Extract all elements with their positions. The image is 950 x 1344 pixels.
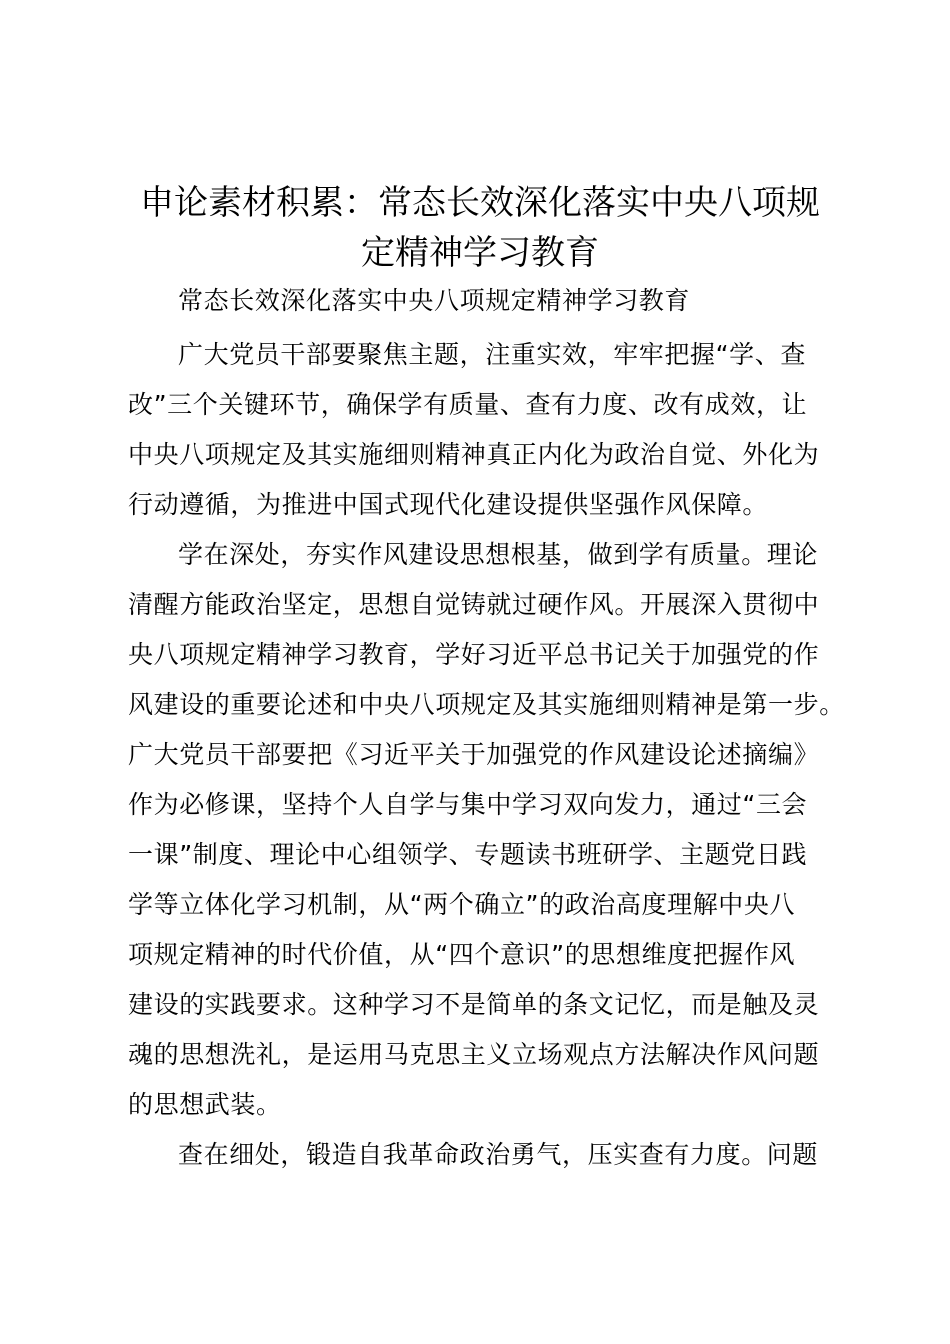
paragraph-1-line-2: 改”三个关键环节，确保学有质量、查有力度、改有成效，让: [128, 390, 808, 419]
paragraph-1-line-1: 广大党员干部要聚焦主题，注重实效，牢牢把握“学、查: [178, 340, 806, 369]
document-title: [110, 178, 850, 278]
paragraph-2-line-8: 学等立体化学习机制，从“两个确立”的政治高度理解中央八: [128, 890, 796, 919]
paragraph-2-line-2: 清醒方能政治坚定，思想自觉铸就过硬作风。开展深入贯彻中: [128, 590, 820, 619]
paragraph-2-line-1: 学在深处，夯实作风建设思想根基，做到学有质量。理论: [178, 540, 819, 569]
paragraph-2-line-6: 作为必修课，坚持个人自学与集中学习双向发力，通过“三会: [128, 790, 808, 819]
paragraph-2-line-11: 魂的思想洗礼，是运用马克思主义立场观点方法解决作风问题: [128, 1040, 820, 1069]
paragraph-1-line-3: 中央八项规定及其实施细则精神真正内化为政治自觉、外化为: [128, 440, 820, 469]
document-subtitle: 常态长效深化落实中央八项规定精神学习教育: [178, 286, 691, 315]
paragraph-2-line-12: 的思想武装。: [128, 1090, 282, 1119]
paragraph-3-line-1: 查在细处，锻造自我革命政治勇气，压实查有力度。问题: [178, 1140, 819, 1169]
paragraph-2-line-9: 项规定精神的时代价值，从“四个意识”的思想维度把握作风: [128, 940, 796, 969]
title-line-2: 定精神学习教育: [361, 233, 599, 273]
title-line-1: 申论素材积累：常态长效深化落实中央八项规: [140, 183, 820, 223]
paragraph-1-line-4: 行动遵循，为推进中国式现代化建设提供坚强作风保障。: [128, 490, 769, 519]
paragraph-2-line-4: 风建设的重要论述和中央八项规定及其实施细则精神是第一步。: [128, 690, 845, 719]
paragraph-2-line-7: 一课”制度、理论中心组领学、专题读书班研学、主题党日践: [128, 840, 808, 869]
paragraph-2-line-10: 建设的实践要求。这种学习不是简单的条文记忆，而是触及灵: [128, 990, 820, 1019]
paragraph-2-line-5: 广大党员干部要把《习近平关于加强党的作风建设论述摘编》: [128, 740, 820, 769]
paragraph-2-line-3: 央八项规定精神学习教育，学好习近平总书记关于加强党的作: [128, 640, 820, 669]
